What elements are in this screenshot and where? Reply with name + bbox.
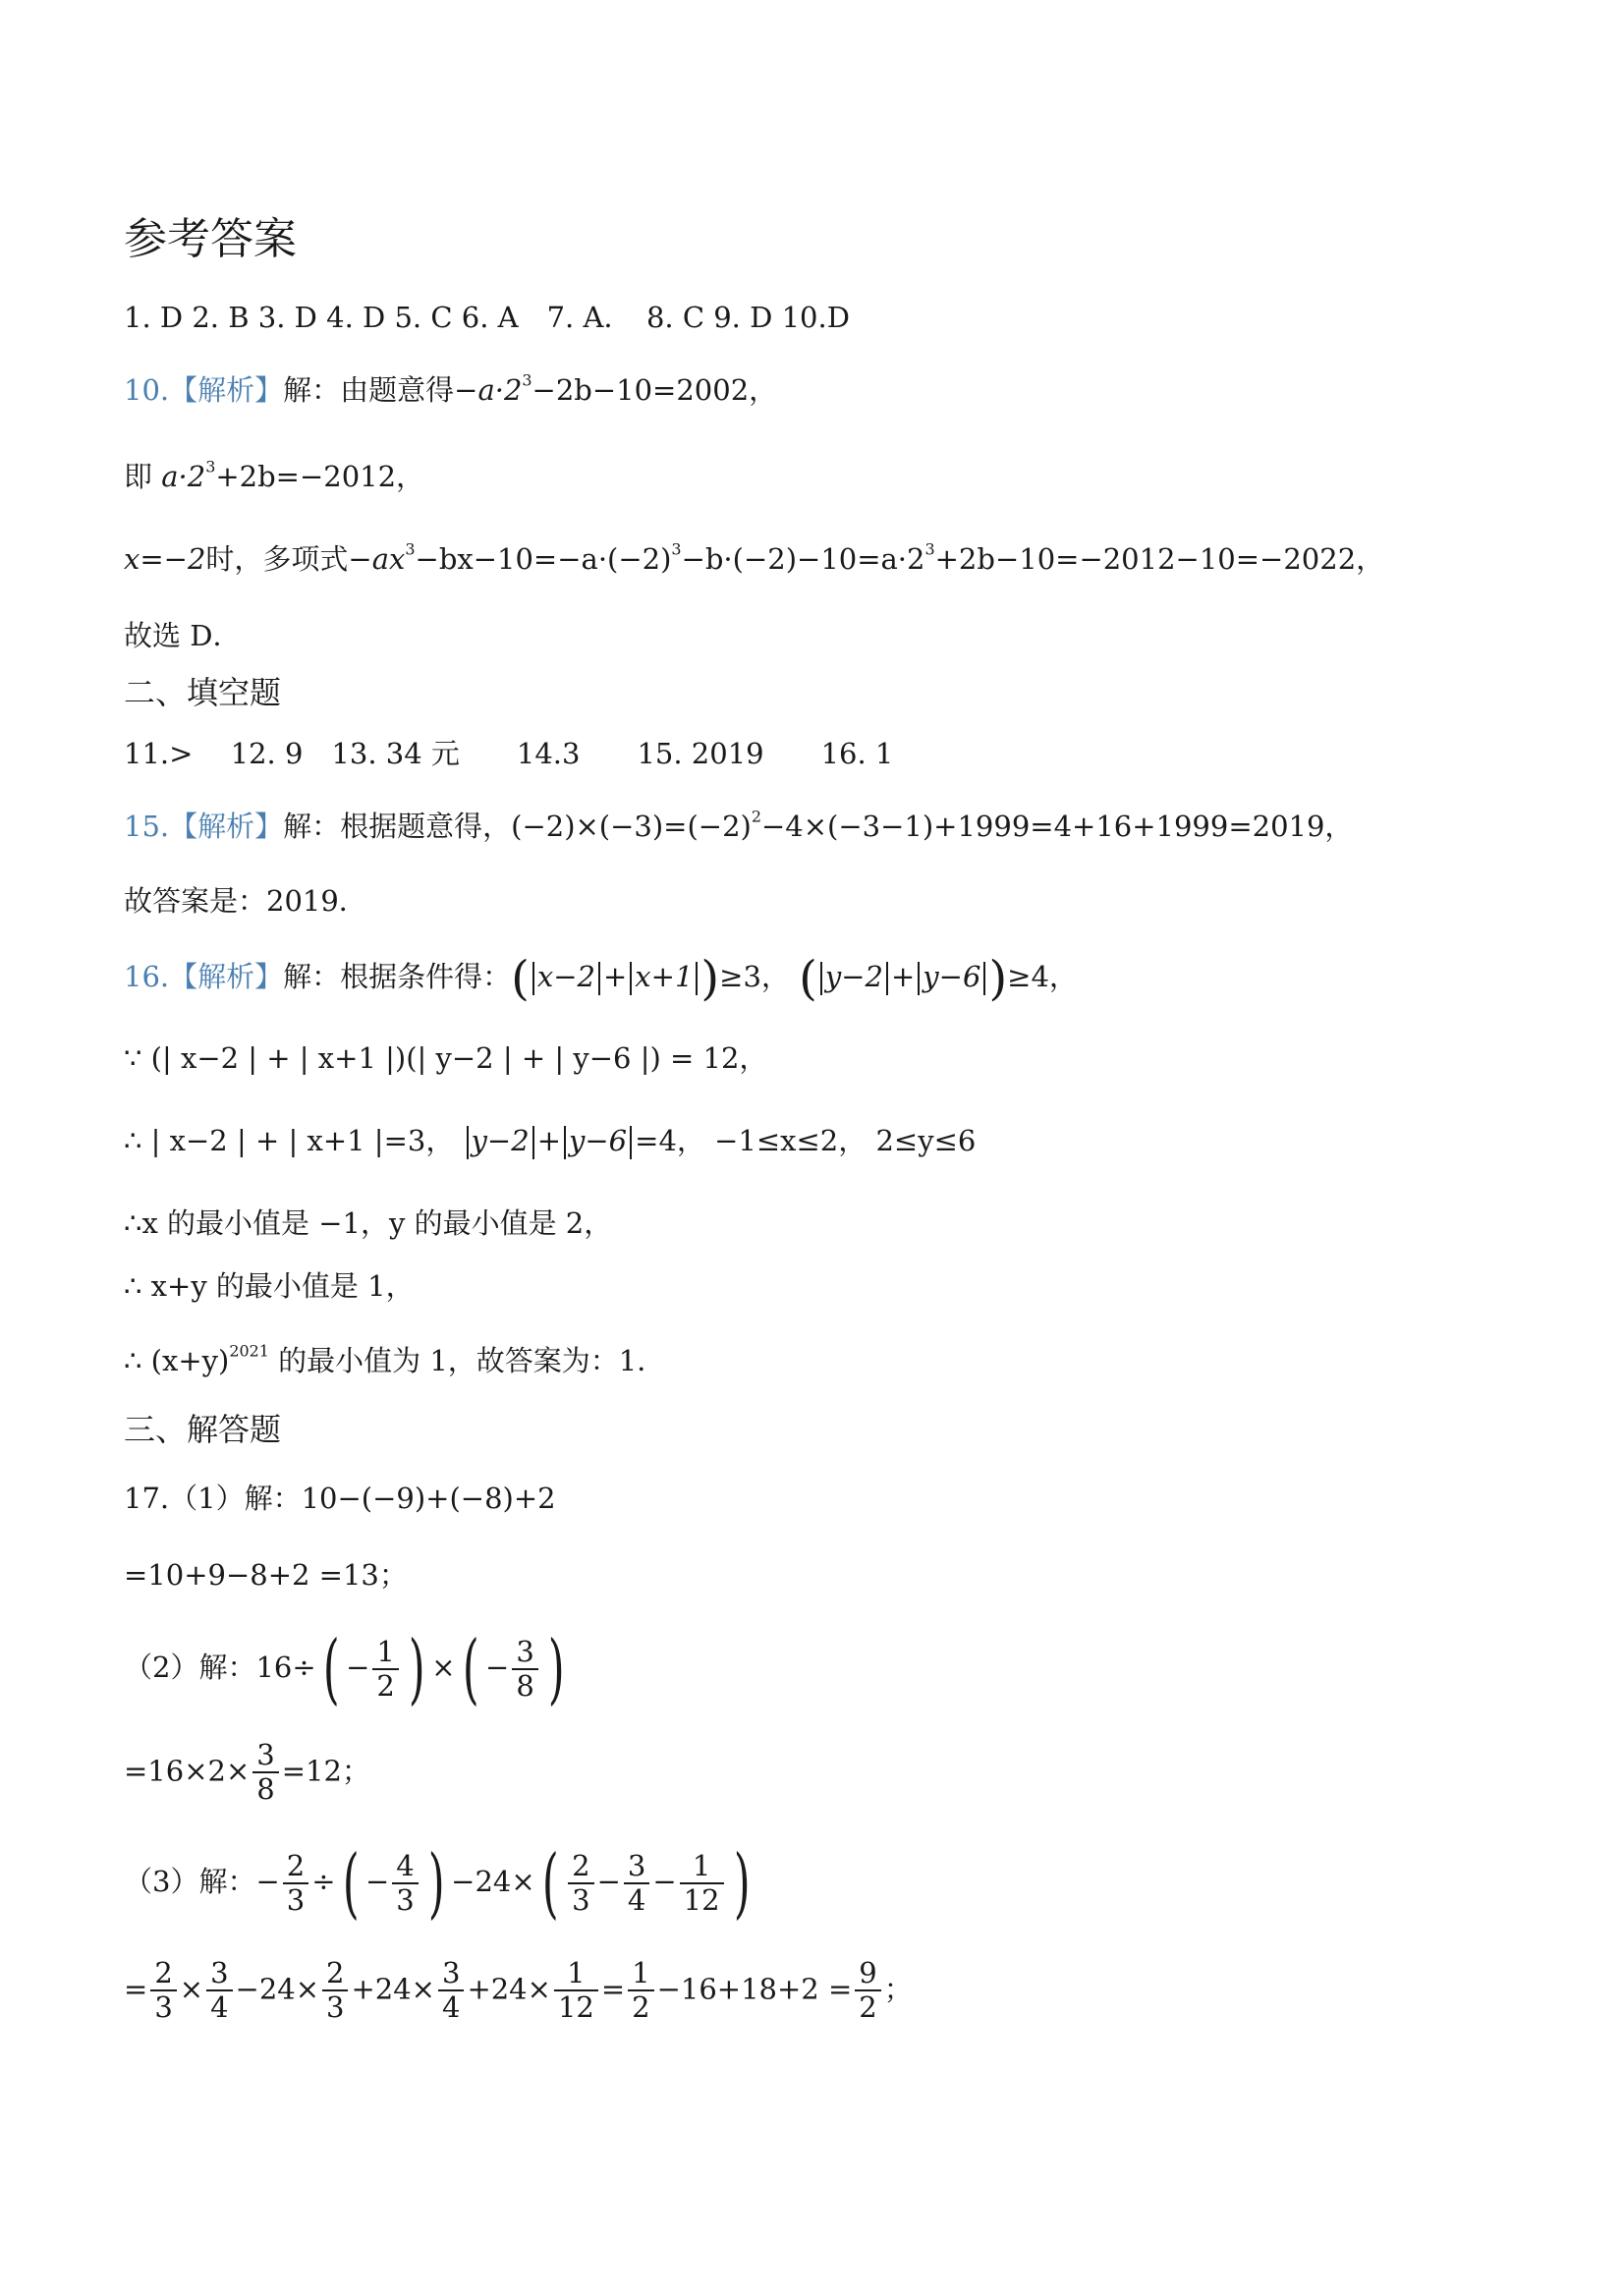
q17-part1-result: =10+9−8+2 =13； [124,1558,408,1592]
q10-tag: 10.【解析】 [124,373,284,407]
q15-line1: 15.【解析】解：根据题意得，$(-2)\times(-3)=(-2)^2-4\times(-3-1)+1999=4+16+1999=2019$， [124,807,1354,843]
page-title: 参考答案 [124,214,297,264]
section-solutions: 三、解答题 [124,1411,282,1448]
fill-answers: 11.> 12. 9 13. 34 元 14.3 15. 2019 16. 1 [124,737,894,770]
q17-part3-result: = $\frac{2}{3}$ × $\frac{3}{4}$ −24× $\frac{2}{3}$ +24× $\frac{3}{4}$ +24× $\frac{1}{12}$ = $\frac{1}{2}$ −16+18+2 = $\frac{9}{2}$ ； [124,1956,913,2025]
q16-tag: 16.【解析】 [124,960,284,993]
q16-line3: ∴ | x−2 | + | x+1 |=3， y−2 + y−6 =4， −1≤x≤2， 2≤y≤6 [124,1124,977,1157]
q16-line2: ∵ (| x−2 | + | x+1 |)(| y−2 | + | y−6 |) = 12， [124,1041,768,1075]
q10-line2: 即 $a\cdot 2^3+2b=-2012$， [124,457,425,493]
q16-line4: ∴x 的最小值是 −1，y 的最小值是 2， [124,1206,613,1240]
q17-part1: 17.（1）解：10−(−9)+(−8)+2 [124,1482,556,1515]
choice-answers: 1. D 2. B 3. D 4. D 5. C 6. A 7. A． 8. C 9. D 10.D [124,301,850,334]
q17-part3: （3）解：− $\frac{2}{3}$ ÷( − $\frac{4}{3}$ ) −24×( $\frac{2}{3}$ − $\frac{3}{4}$ − $\frac{1}{12}$ ) [124,1839,751,1928]
q10-line3: x=−2时，多项式$-ax^3-bx-10=-a\cdot(-2)^3-b\cdot(-2)-10=a\cdot 2^3+2b-10=-2012-10=-2022$， [124,539,1385,576]
q10-intro: 解：由题意得 [283,373,455,407]
q10-line1: 10.【解析】解：由题意得$-a\cdot 2^3-2b-10=2002$， [124,370,778,407]
q17-part2-result: =16×2× $\frac{3}{8}$ =12； [124,1738,370,1807]
q16-line6: ∴ $(x+y)^{2021}$ 的最小值为 1，故答案为：1． [124,1341,666,1377]
q15-tag: 15.【解析】 [124,810,284,843]
q16-line1: 16.【解析】解：根据条件得：( x−2 + x+1 )≥3， ( y−2 + y−6 )≥4， [124,951,1078,1006]
section-fill-in: 二、填空题 [124,674,282,711]
q15-conclusion: 故答案是：2019． [124,884,367,918]
q10-conclusion: 故选 D． [124,619,242,652]
q16-line5: ∴ x+y 的最小值是 1， [124,1269,415,1303]
q17-part2: （2）解：16÷( − $\frac{1}{2}$ ) ×( − $\frac{3}{8}$ ) [124,1625,565,1713]
